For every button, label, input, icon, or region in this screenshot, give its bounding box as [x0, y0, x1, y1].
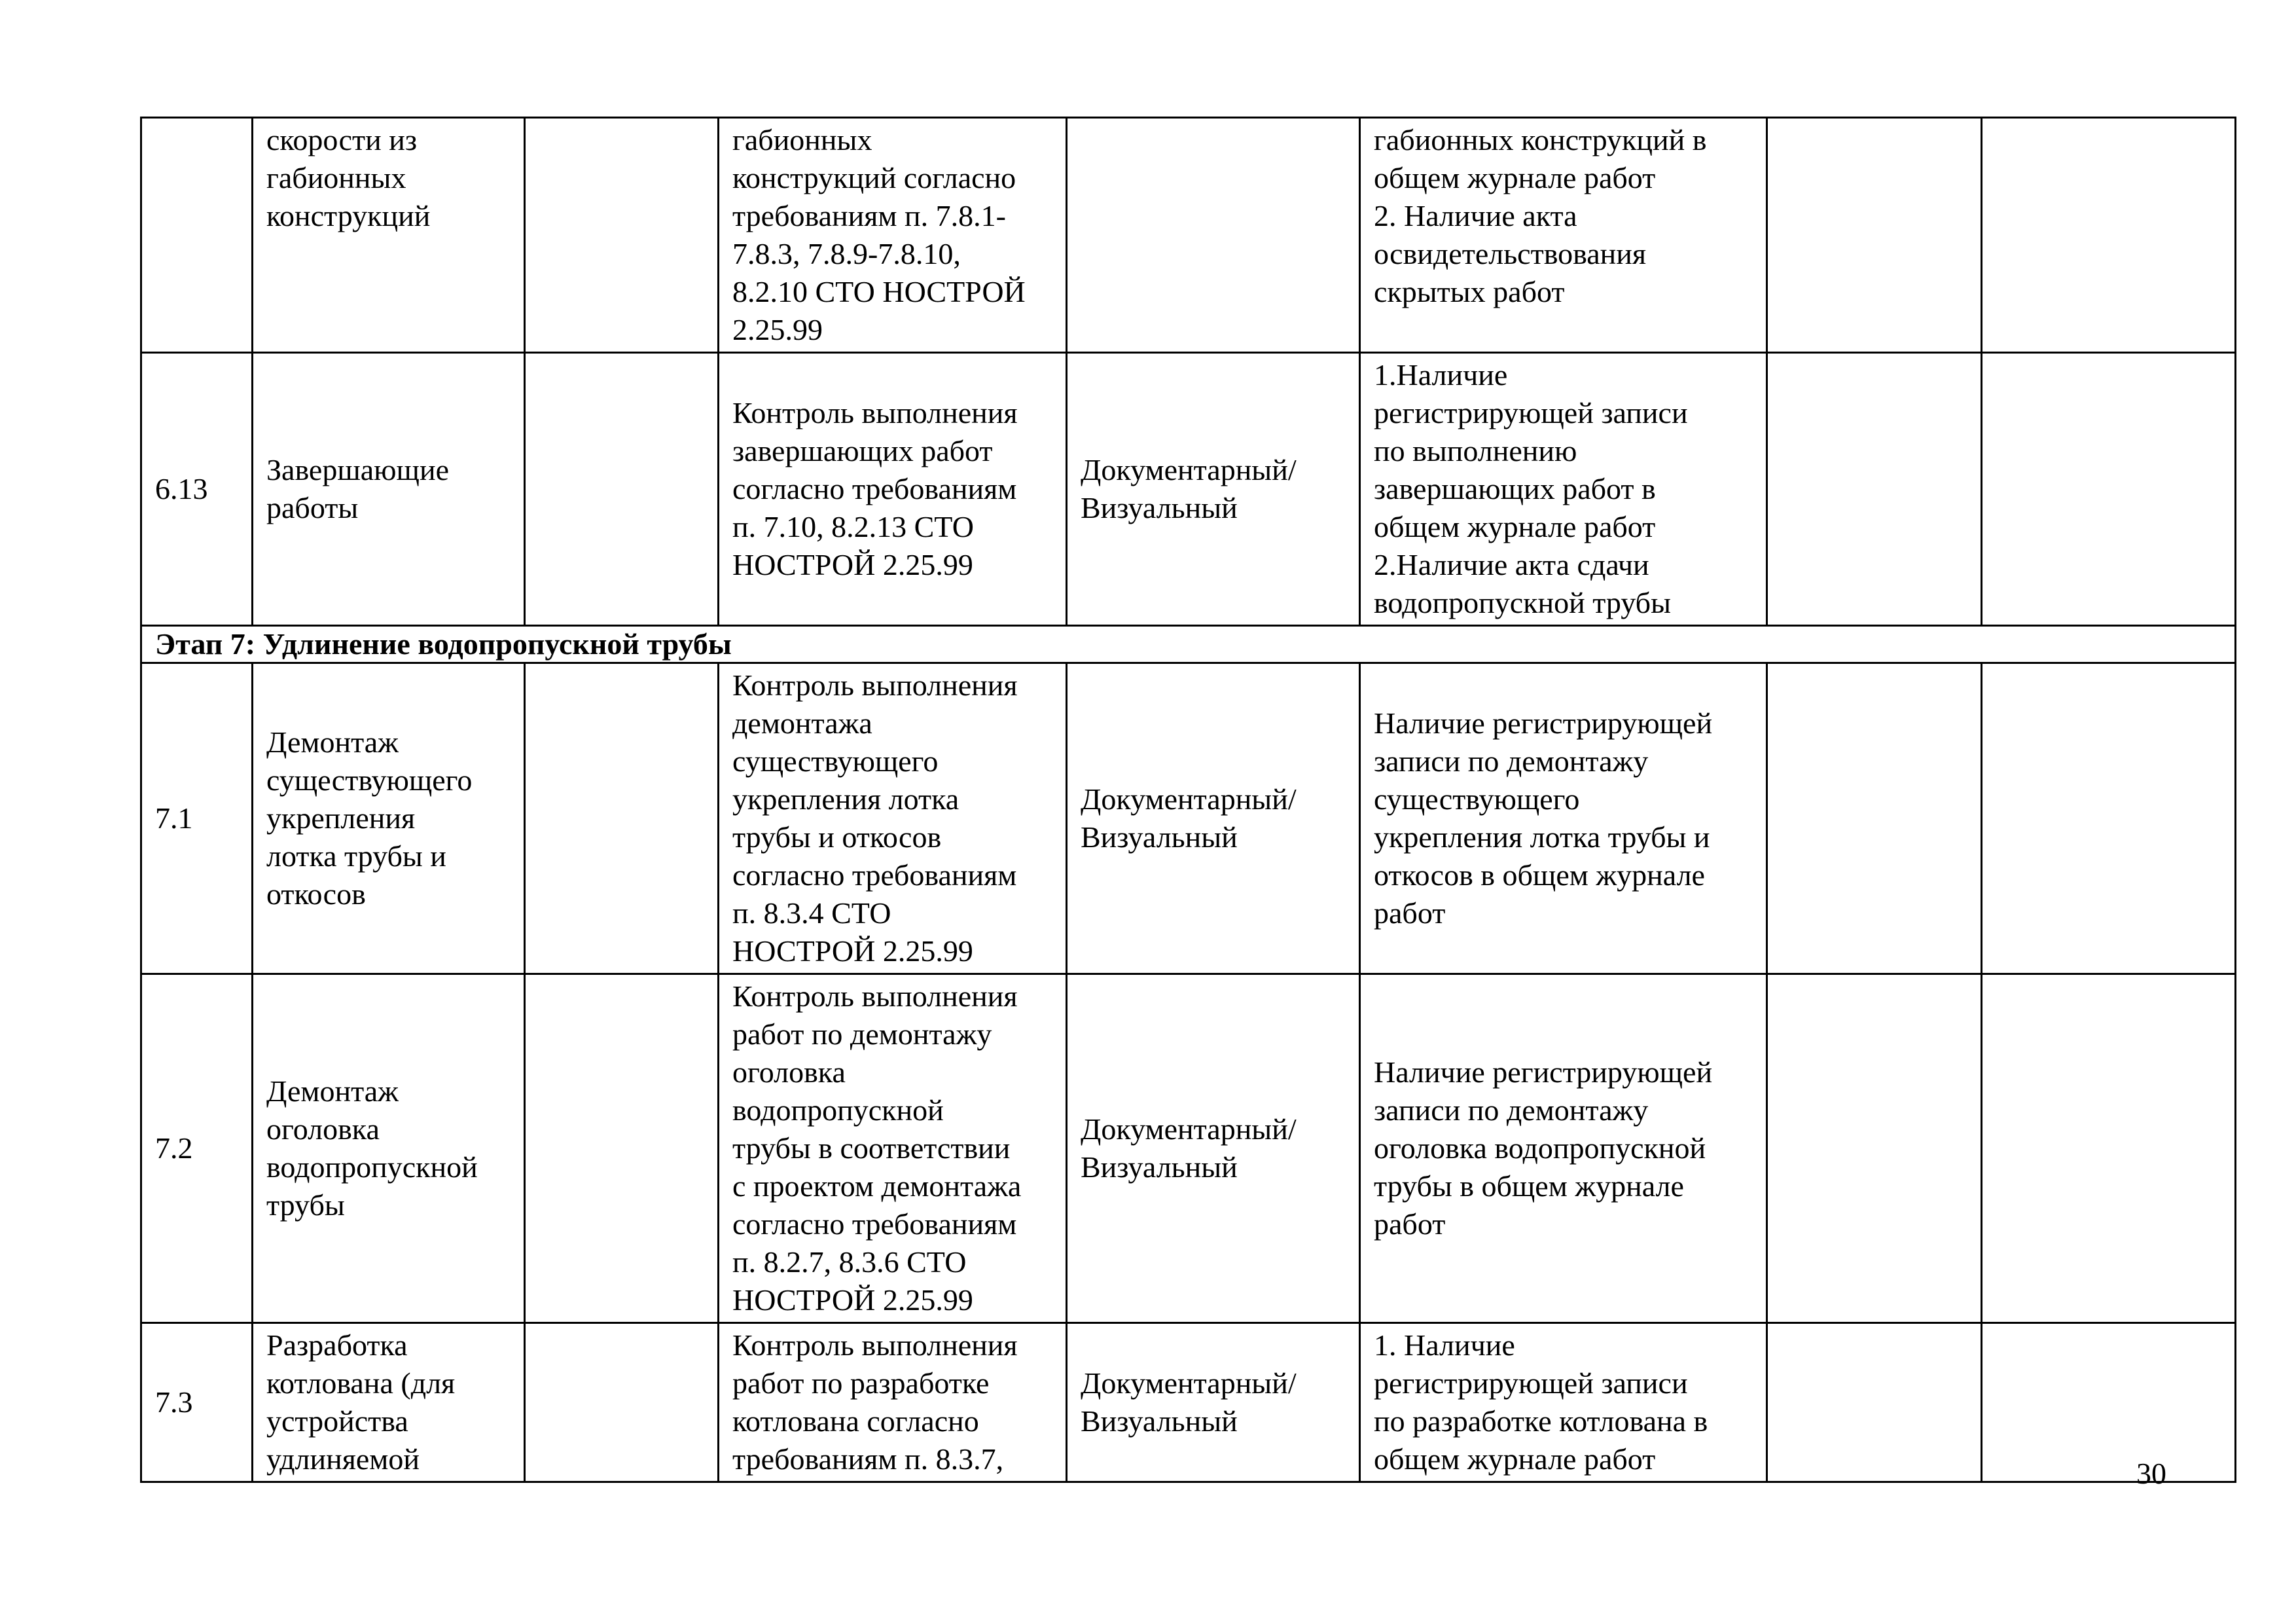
cell-num: 7.1	[141, 663, 253, 974]
table-row	[141, 118, 2236, 353]
cell-method: Документарный/ Визуальный	[1067, 974, 1360, 1323]
cell-empty	[1982, 663, 2236, 974]
cell-result: Наличие регистрирующей записи по демонтажу оголовка водопропускной трубы в общем журнале работ	[1360, 974, 1767, 1323]
cell-num	[141, 118, 253, 353]
cell-result: 1.Наличие регистрирующей записи по выполнению завершающих работ в общем журнале работ 2.Наличие акта сдачи водопропускной трубы	[1360, 353, 1767, 626]
cell-empty	[1982, 118, 2236, 353]
cell-num: 7.3	[141, 1323, 253, 1482]
cell-control: Контроль выполнения работ по разработке котлована согласно требованиям п. 8.3.7,	[719, 1323, 1067, 1482]
cell-work-name: скорости из габионных конструкций	[253, 118, 525, 353]
cell-work-name: Демонтаж оголовка водопропускной трубы	[253, 974, 525, 1323]
cell-empty	[525, 974, 719, 1323]
cell-work-name: Завершающие работы	[253, 353, 525, 626]
cell-empty	[1767, 974, 1982, 1323]
cell-work-name: Демонтаж существующего укрепления лотка трубы и откосов	[253, 663, 525, 974]
cell-result: 1. Наличие регистрирующей записи по разработке котлована в общем журнале работ	[1360, 1323, 1767, 1482]
stage-row	[141, 626, 2236, 663]
cell-result: габионных конструкций в общем журнале работ 2. Наличие акта освидетельствования скрытых работ	[1360, 118, 1767, 353]
cell-empty	[525, 1323, 719, 1482]
cell-empty	[525, 118, 719, 353]
cell-control: габионных конструкций согласно требованиям п. 7.8.1- 7.8.3, 7.8.9-7.8.10, 8.2.10 СТО НОСТРОЙ 2.25.99	[719, 118, 1067, 353]
page-number: 30	[2136, 1457, 2166, 1490]
cell-empty	[1767, 353, 1982, 626]
cell-result: Наличие регистрирующей записи по демонтажу существующего укрепления лотка трубы и откосов в общем журнале работ	[1360, 663, 1767, 974]
cell-empty	[1982, 974, 2236, 1323]
cell-empty	[525, 663, 719, 974]
table-row	[141, 1323, 2236, 1482]
cell-method: Документарный/ Визуальный	[1067, 1323, 1360, 1482]
cell-control: Контроль выполнения работ по демонтажу оголовка водопропускной трубы в соответствии с проектом демонтажа согласно требованиям п. 8.2.7, 8.3.6 СТО НОСТРОЙ 2.25.99	[719, 974, 1067, 1323]
cell-empty	[525, 353, 719, 626]
table-row	[141, 974, 2236, 1323]
cell-empty	[1767, 118, 1982, 353]
cell-work-name: Разработка котлована (для устройства удлиняемой	[253, 1323, 525, 1482]
cell-control: Контроль выполнения завершающих работ согласно требованиям п. 7.10, 8.2.13 СТО НОСТРОЙ 2.25.99	[719, 353, 1067, 626]
cell-num: 7.2	[141, 974, 253, 1323]
cell-num: 6.13	[141, 353, 253, 626]
cell-control: Контроль выполнения демонтажа существующего укрепления лотка трубы и откосов согласно требованиям п. 8.3.4 СТО НОСТРОЙ 2.25.99	[719, 663, 1067, 974]
stage-heading: Этап 7: Удлинение водопропускной трубы	[141, 626, 2236, 663]
cell-method: Документарный/ Визуальный	[1067, 353, 1360, 626]
cell-empty	[1982, 353, 2236, 626]
control-table	[140, 117, 2236, 1483]
cell-empty	[1767, 1323, 1982, 1482]
cell-method	[1067, 118, 1360, 353]
table-row	[141, 353, 2236, 626]
table-row	[141, 663, 2236, 974]
cell-empty	[1767, 663, 1982, 974]
cell-method: Документарный/ Визуальный	[1067, 663, 1360, 974]
